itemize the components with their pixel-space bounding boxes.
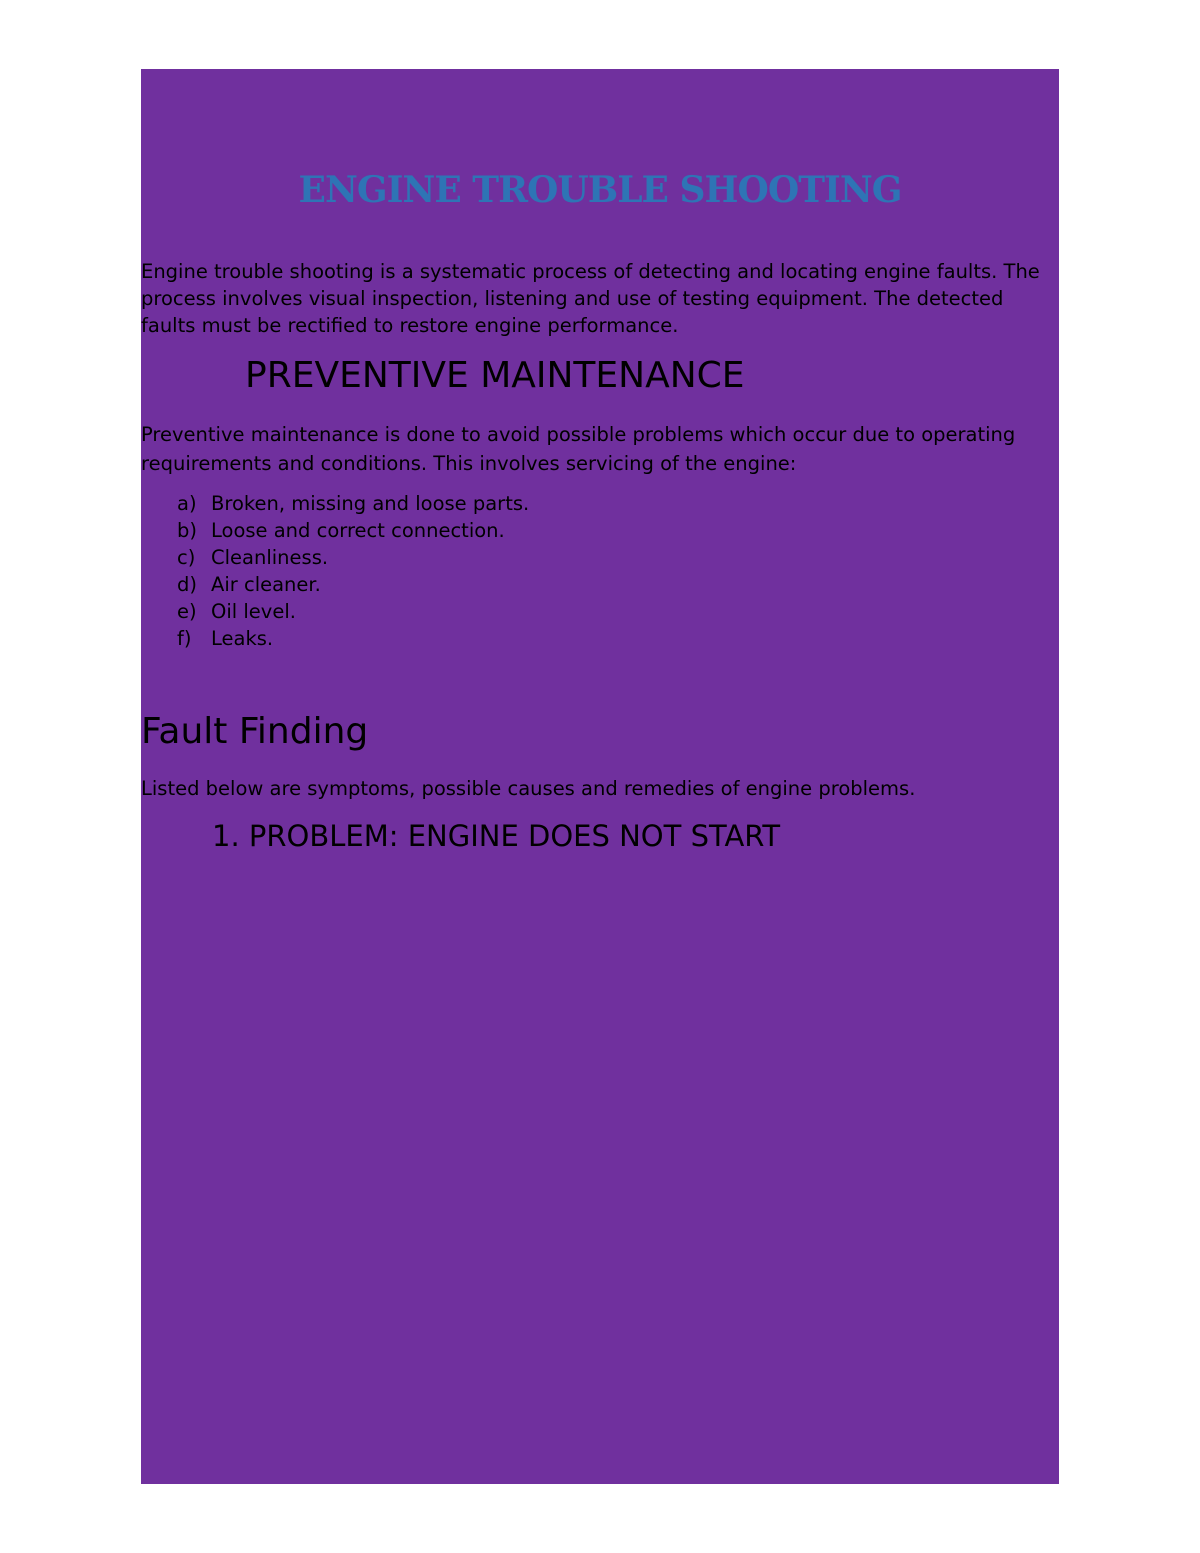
list-item: [177, 517, 529, 544]
list-item-text: Broken, missing and loose parts.: [211, 492, 530, 515]
list-marker: d): [177, 573, 197, 596]
list-item: [177, 625, 529, 652]
fault-finding-paragraph: Listed below are symptoms, possible causes and remedies of engine problems.: [141, 777, 916, 800]
preventive-maintenance-heading: PREVENTIVE MAINTENANCE: [245, 355, 745, 396]
list-item-text: Leaks.: [211, 627, 274, 650]
list-item: [177, 571, 529, 598]
list-marker: c): [177, 546, 196, 569]
list-item: [177, 490, 529, 517]
list-item-text: Oil level.: [211, 600, 296, 623]
list-item-text: Cleanliness.: [211, 546, 329, 569]
intro-paragraph: Engine trouble shooting is a systematic process of detecting and locating engine faults. The process involves visual inspection, listening and use of testing equipment. The detected faults must be rectified to restore engine performance.: [141, 260, 1040, 337]
list-item: [177, 544, 529, 571]
preventive-paragraph: Preventive maintenance is done to avoid possible problems which occur due to operating requirements and conditions. This involves servicing of the engine:: [141, 423, 1016, 475]
fault-finding-heading: Fault Finding: [141, 711, 369, 752]
list-marker: f): [177, 627, 192, 650]
list-item: [177, 598, 529, 625]
list-marker: e): [177, 600, 197, 623]
list-item-text: Air cleaner.: [211, 573, 321, 596]
problem-heading: 1. PROBLEM: ENGINE DOES NOT START: [212, 819, 781, 853]
list-marker: a): [177, 492, 197, 515]
list-marker: b): [177, 519, 197, 542]
document-title: ENGINE TROUBLE SHOOTING: [298, 169, 902, 211]
document-page: [141, 69, 1059, 1484]
list-item-text: Loose and correct connection.: [211, 519, 505, 542]
preventive-checklist: [177, 490, 529, 652]
